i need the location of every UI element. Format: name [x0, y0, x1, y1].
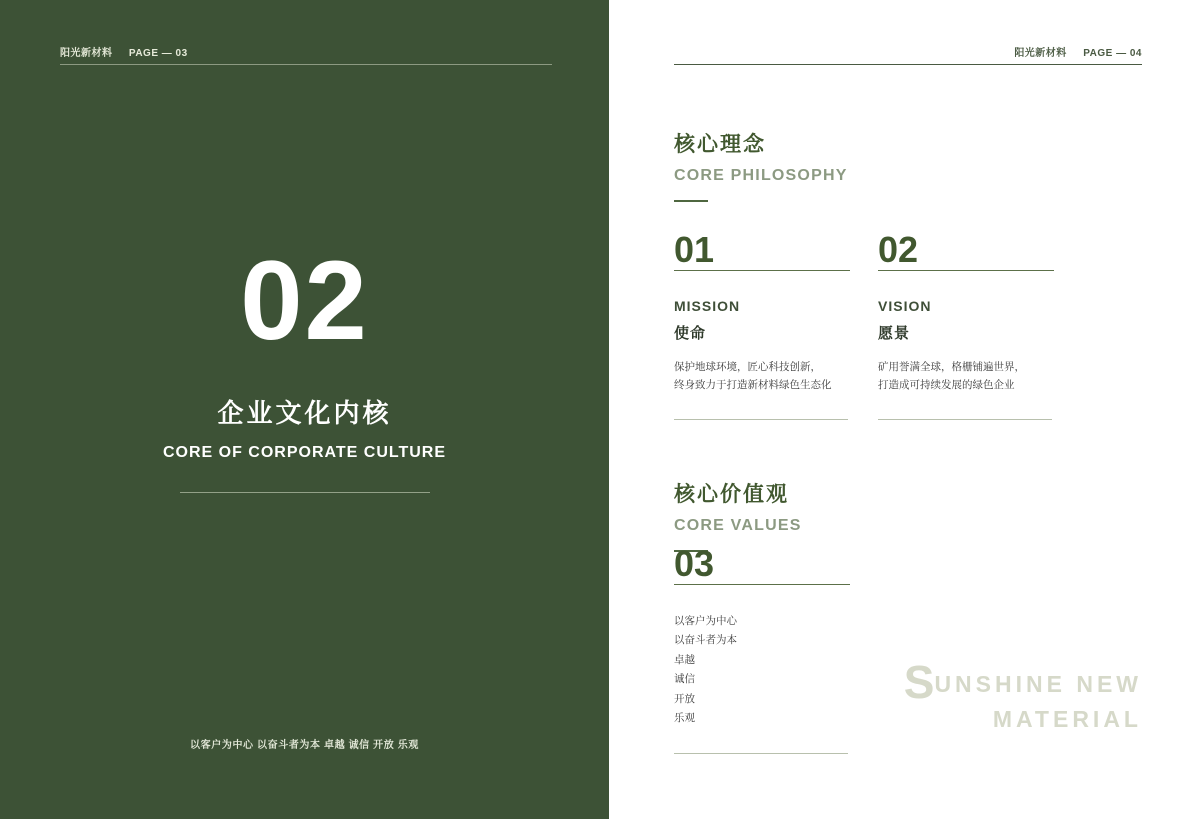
left-header-labels [60, 44, 552, 59]
card-description-line-1: 矿用誉满全球，格栅铺遍世界， [878, 361, 1025, 373]
watermark-line-2: MATERIAL [992, 705, 1142, 732]
right-header-labels [674, 44, 1142, 59]
left-header-brand: 阳光新材料 [60, 48, 113, 59]
card-description-line-1: 保护地球环境，匠心科技创新， [674, 361, 821, 373]
card-number: 01 [674, 229, 715, 270]
chapter-number: 02 [240, 238, 369, 363]
core-values-list [674, 612, 848, 729]
core-philosophy-rule [674, 200, 708, 202]
core-values-card [674, 543, 848, 754]
list-item: 乐观 [674, 712, 695, 725]
right-header-divider [674, 64, 1142, 65]
core-philosophy-title-en: CORE PHILOSOPHY [674, 167, 848, 184]
card-number-row [674, 229, 848, 276]
left-page-header [60, 44, 552, 68]
card-bottom-divider [878, 419, 1052, 420]
card-description-line-2: 终身致力于打造新材料绿色生态化 [674, 379, 832, 392]
philosophy-card-vision [878, 229, 1052, 420]
chapter-title-cn: 企业文化内核 [217, 398, 392, 428]
right-page [609, 0, 1200, 819]
card-label-cn: 愿景 [878, 325, 911, 342]
card-number-divider [674, 270, 850, 271]
chapter-title-en: CORE OF CORPORATE CULTURE [162, 444, 447, 461]
card-description [878, 358, 1052, 395]
list-item: 卓越 [674, 653, 695, 666]
watermark-line-1-rest: UNSHINE NEW [934, 670, 1142, 697]
watermark-initial: S [903, 655, 935, 708]
card-label-en: VISION [878, 298, 932, 314]
left-header-divider [60, 64, 552, 65]
core-values-title-en: CORE VALUES [674, 517, 802, 534]
list-item: 以客户为中心 [674, 615, 737, 627]
right-page-header [674, 44, 1142, 68]
card-label-en: MISSION [674, 298, 741, 314]
core-values-heading [674, 478, 802, 552]
core-philosophy-title-cn: 核心理念 [674, 133, 766, 156]
card-number-divider [878, 270, 1054, 271]
list-item: 诚信 [674, 673, 695, 686]
right-header-page-number: PAGE — 04 [1083, 48, 1142, 59]
core-values-title-cn: 核心价值观 [674, 483, 789, 506]
philosophy-card-mission [674, 229, 848, 420]
card-description [674, 358, 848, 395]
list-item: 以奋斗者为本 [674, 634, 737, 647]
left-header-page-number: PAGE — 03 [128, 48, 188, 59]
card-bottom-divider [674, 419, 848, 420]
card-number: 02 [878, 229, 919, 270]
brand-watermark [903, 655, 1142, 733]
right-header-brand: 阳光新材料 [1014, 48, 1067, 59]
card-description-line-2: 打造成可持续发展的绿色企业 [878, 379, 1015, 392]
values-number-row [674, 543, 848, 590]
chapter-underline [180, 492, 430, 493]
left-page-hero [0, 238, 609, 493]
list-item: 开放 [674, 692, 695, 705]
values-number-divider [674, 584, 850, 585]
philosophy-cards [674, 229, 1152, 420]
watermark-line-1 [903, 655, 1142, 708]
card-label-cn: 使命 [674, 325, 707, 342]
card-number-row [878, 229, 1052, 276]
values-number: 03 [674, 543, 715, 584]
left-page-footer: 以客户为中心 以奋斗者为本 卓越 诚信 开放 乐观 [190, 740, 419, 751]
values-bottom-divider [674, 753, 848, 754]
core-philosophy-heading [674, 128, 848, 202]
